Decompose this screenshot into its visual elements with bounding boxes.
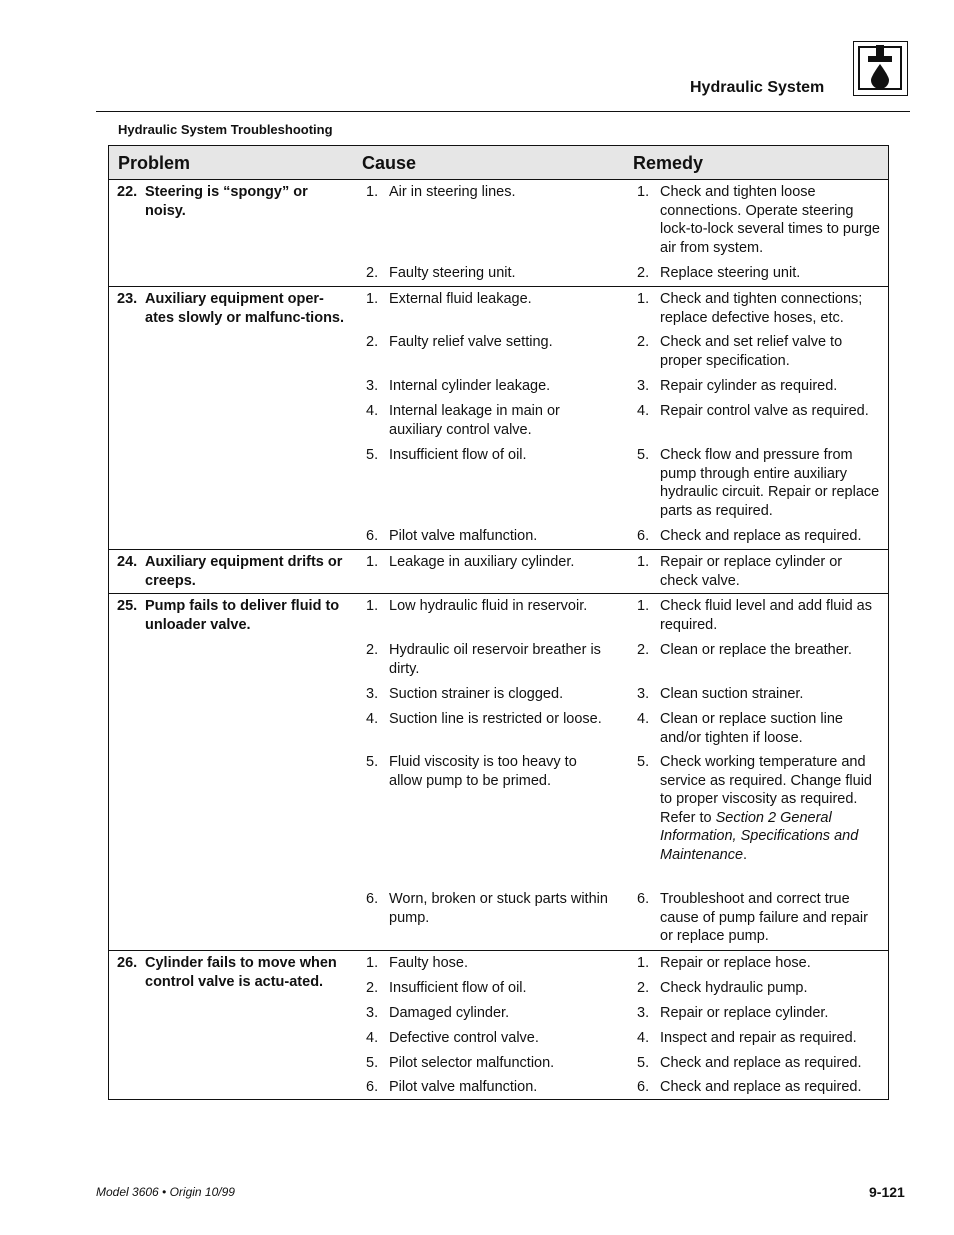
cause-number: 5. (366, 754, 379, 770)
cause-text: Internal cylinder leakage. (389, 378, 551, 394)
remedy-cell (637, 597, 882, 634)
header-rule (96, 111, 910, 112)
cause-cell (366, 1054, 611, 1073)
cause-number: 5. (366, 1055, 379, 1071)
table-header (109, 146, 888, 180)
cause-number: 4. (366, 403, 379, 419)
cause-cell (366, 527, 611, 546)
remedy-number: 5. (637, 447, 650, 463)
cause-cell (366, 333, 611, 352)
cause-text: Damaged cylinder. (389, 1005, 510, 1021)
remedy-number: 6. (637, 891, 650, 907)
cause-cell (366, 753, 611, 790)
problem-text: Cylinder fails to move when control valve is actu-ated. (145, 955, 337, 990)
problem-text: Pump fails to deliver fluid to unloader valve. (145, 598, 340, 633)
remedy-text: Repair or replace cylinder or check valve. (660, 554, 843, 589)
table-row (109, 443, 888, 524)
problem-text: Steering is “spongy” or noisy. (145, 184, 308, 219)
table-row (109, 951, 888, 976)
hydraulic-oil-drop-icon (853, 41, 908, 96)
cause-number: 2. (366, 334, 379, 350)
troubleshooting-table (108, 145, 889, 1100)
cause-number: 2. (366, 642, 379, 658)
page-header-title: Hydraulic System (690, 79, 825, 96)
remedy-text: Repair or replace hose. (660, 955, 811, 971)
table-row (109, 374, 888, 399)
remedy-number: 3. (637, 1005, 650, 1021)
cause-cell (366, 553, 611, 572)
table-row (109, 750, 888, 887)
cause-text: Low hydraulic fluid in reservoir. (389, 598, 588, 614)
cause-text: Suction strainer is clogged. (389, 686, 564, 702)
remedy-text: Inspect and repair as required. (660, 1030, 857, 1046)
remedy-number: 6. (637, 528, 650, 544)
remedy-text: Clean or replace the breather. (660, 642, 852, 658)
problem-text: Auxiliary equipment drifts or creeps. (145, 554, 343, 589)
cause-number: 3. (366, 686, 379, 702)
remedy-number: 6. (637, 1079, 650, 1095)
remedy-cell (637, 685, 882, 704)
cause-number: 1. (366, 955, 379, 971)
remedy-number: 4. (637, 711, 650, 727)
remedy-text: Check and set relief valve to proper specification. (660, 334, 843, 369)
remedy-number: 4. (637, 403, 650, 419)
table-row-group (109, 287, 888, 550)
cause-cell (366, 264, 611, 283)
cause-text: Defective control valve. (389, 1030, 539, 1046)
cause-cell (366, 377, 611, 396)
remedy-text: Check and replace as required. (660, 1055, 862, 1071)
remedy-number: 1. (637, 955, 650, 971)
table-row (109, 287, 888, 330)
cause-text: Air in steering lines. (389, 184, 516, 200)
table-row (109, 261, 888, 286)
cause-number: 1. (366, 291, 379, 307)
cause-text: Faulty relief valve setting. (389, 334, 553, 350)
table-row (109, 1026, 888, 1051)
cause-text: Suction line is restricted or loose. (389, 711, 602, 727)
column-header-cause: Cause (362, 153, 417, 173)
cause-number: 4. (366, 711, 379, 727)
remedy-number: 2. (637, 980, 650, 996)
cause-text: Worn, broken or stuck parts within pump. (389, 891, 608, 926)
cause-number: 3. (366, 378, 379, 394)
remedy-text: Check and tighten loose connections. Operate steering lock-to-lock several times to purge air from system. (660, 184, 880, 256)
remedy-cell (637, 710, 882, 747)
remedy-cell (637, 183, 882, 257)
remedy-number: 3. (637, 686, 650, 702)
remedy-cell (637, 402, 882, 421)
remedy-text: Replace steering unit. (660, 265, 801, 281)
cause-text: Faulty steering unit. (389, 265, 516, 281)
problem-number: 23. (117, 291, 138, 307)
cause-cell (366, 597, 611, 616)
cause-text: Internal leakage in main or auxiliary control valve. (389, 403, 560, 438)
remedy-text: Repair cylinder as required. (660, 378, 838, 394)
table-row (109, 1075, 888, 1099)
cause-text: Fluid viscosity is too heavy to allow pump to be primed. (389, 754, 577, 789)
cause-cell (366, 446, 611, 465)
cause-cell (366, 641, 611, 678)
cause-text: Hydraulic oil reservoir breather is dirty. (389, 642, 601, 677)
remedy-cell (637, 290, 882, 327)
section-title: Hydraulic System Troubleshooting (118, 122, 333, 137)
remedy-cell (637, 1004, 882, 1023)
remedy-cell (637, 890, 882, 946)
cause-number: 6. (366, 528, 379, 544)
remedy-number: 2. (637, 334, 650, 350)
table-row-group (109, 951, 888, 1099)
cause-cell (366, 954, 611, 973)
remedy-text: Clean or replace suction line and/or tighten if loose. (660, 711, 843, 746)
table-row (109, 707, 888, 750)
cause-number: 6. (366, 891, 379, 907)
cause-number: 1. (366, 598, 379, 614)
table-row (109, 887, 888, 950)
remedy-cell (637, 753, 882, 864)
problem-number: 24. (117, 554, 138, 570)
column-header-problem: Problem (118, 153, 191, 173)
remedy-number: 2. (637, 642, 650, 658)
problem-number: 25. (117, 598, 138, 614)
remedy-cell (637, 264, 882, 283)
cause-cell (366, 290, 611, 309)
table-row-group (109, 550, 888, 594)
remedy-text: Check fluid level and add fluid as required. (660, 598, 872, 633)
table-row (109, 976, 888, 1001)
remedy-text: Check and tighten connections; replace defective hoses, etc. (660, 291, 863, 326)
cause-text: Pilot valve malfunction. (389, 528, 538, 544)
remedy-cell (637, 446, 882, 520)
cause-text: Pilot valve malfunction. (389, 1079, 538, 1095)
cause-number: 2. (366, 980, 379, 996)
cause-number: 4. (366, 1030, 379, 1046)
remedy-text: Check flow and pressure from pump through entire auxiliary hydraulic circuit. Repair or replace parts as required. (660, 447, 880, 519)
table-row (109, 550, 888, 593)
remedy-cell (637, 377, 882, 396)
cause-text: Leakage in auxiliary cylinder. (389, 554, 575, 570)
remedy-cell (637, 979, 882, 998)
remedy-cell (637, 1054, 882, 1073)
remedy-number: 1. (637, 184, 650, 200)
table-row (109, 330, 888, 374)
problem-text: Auxiliary equipment oper-ates slowly or malfunc-tions. (145, 291, 345, 326)
cause-cell (366, 402, 611, 439)
cause-cell (366, 1004, 611, 1023)
cause-cell (366, 979, 611, 998)
remedy-number: 1. (637, 291, 650, 307)
table-row (109, 638, 888, 682)
cause-cell (366, 1029, 611, 1048)
remedy-cell (637, 641, 882, 660)
remedy-cell (637, 1029, 882, 1048)
remedy-text: Check working temperature and service as required. Change fluid to proper viscosity as required. Refer to Section 2 General Information, Specifications and Maintenance. (660, 754, 872, 863)
remedy-text: Repair control valve as required. (660, 403, 869, 419)
footer-model-origin: Model 3606 • Origin 10/99 (96, 1185, 235, 1199)
remedy-number: 4. (637, 1030, 650, 1046)
cause-number: 2. (366, 265, 379, 281)
cause-number: 1. (366, 184, 379, 200)
footer-page-number: 9-121 (869, 1184, 905, 1200)
cause-cell (366, 890, 611, 927)
remedy-text: Clean suction strainer. (660, 686, 804, 702)
remedy-text: Check and replace as required. (660, 1079, 862, 1095)
remedy-cell (637, 333, 882, 370)
remedy-text: Check and replace as required. (660, 528, 862, 544)
remedy-cell (637, 527, 882, 546)
problem-number: 26. (117, 955, 138, 971)
table-row (109, 180, 888, 261)
table-row-group (109, 594, 888, 951)
cause-text: Faulty hose. (389, 955, 468, 971)
cause-number: 6. (366, 1079, 379, 1095)
cause-cell (366, 183, 611, 202)
cause-number: 1. (366, 554, 379, 570)
cause-text: External fluid leakage. (389, 291, 532, 307)
remedy-cell (637, 553, 882, 590)
remedy-text: Troubleshoot and correct true cause of pump failure and repair or replace pump. (660, 891, 868, 944)
remedy-number: 1. (637, 554, 650, 570)
table-row (109, 399, 888, 443)
remedy-number: 1. (637, 598, 650, 614)
cause-cell (366, 1078, 611, 1097)
remedy-text: Repair or replace cylinder. (660, 1005, 829, 1021)
table-row (109, 594, 888, 638)
table-row (109, 1001, 888, 1026)
table-row (109, 682, 888, 707)
column-header-remedy: Remedy (633, 153, 704, 173)
cause-cell (366, 710, 611, 729)
cause-number: 5. (366, 447, 379, 463)
remedy-number: 5. (637, 754, 650, 770)
table-row (109, 1051, 888, 1075)
remedy-text: Check hydraulic pump. (660, 980, 808, 996)
table-row-group (109, 180, 888, 287)
table-row (109, 524, 888, 549)
remedy-cell (637, 1078, 882, 1097)
problem-number: 22. (117, 184, 138, 200)
cause-number: 3. (366, 1005, 379, 1021)
remedy-number: 2. (637, 265, 650, 281)
cause-text: Insufficient flow of oil. (389, 447, 527, 463)
cause-text: Insufficient flow of oil. (389, 980, 527, 996)
remedy-number: 5. (637, 1055, 650, 1071)
remedy-cell (637, 954, 882, 973)
cause-text: Pilot selector malfunction. (389, 1055, 555, 1071)
cause-cell (366, 685, 611, 704)
remedy-number: 3. (637, 378, 650, 394)
